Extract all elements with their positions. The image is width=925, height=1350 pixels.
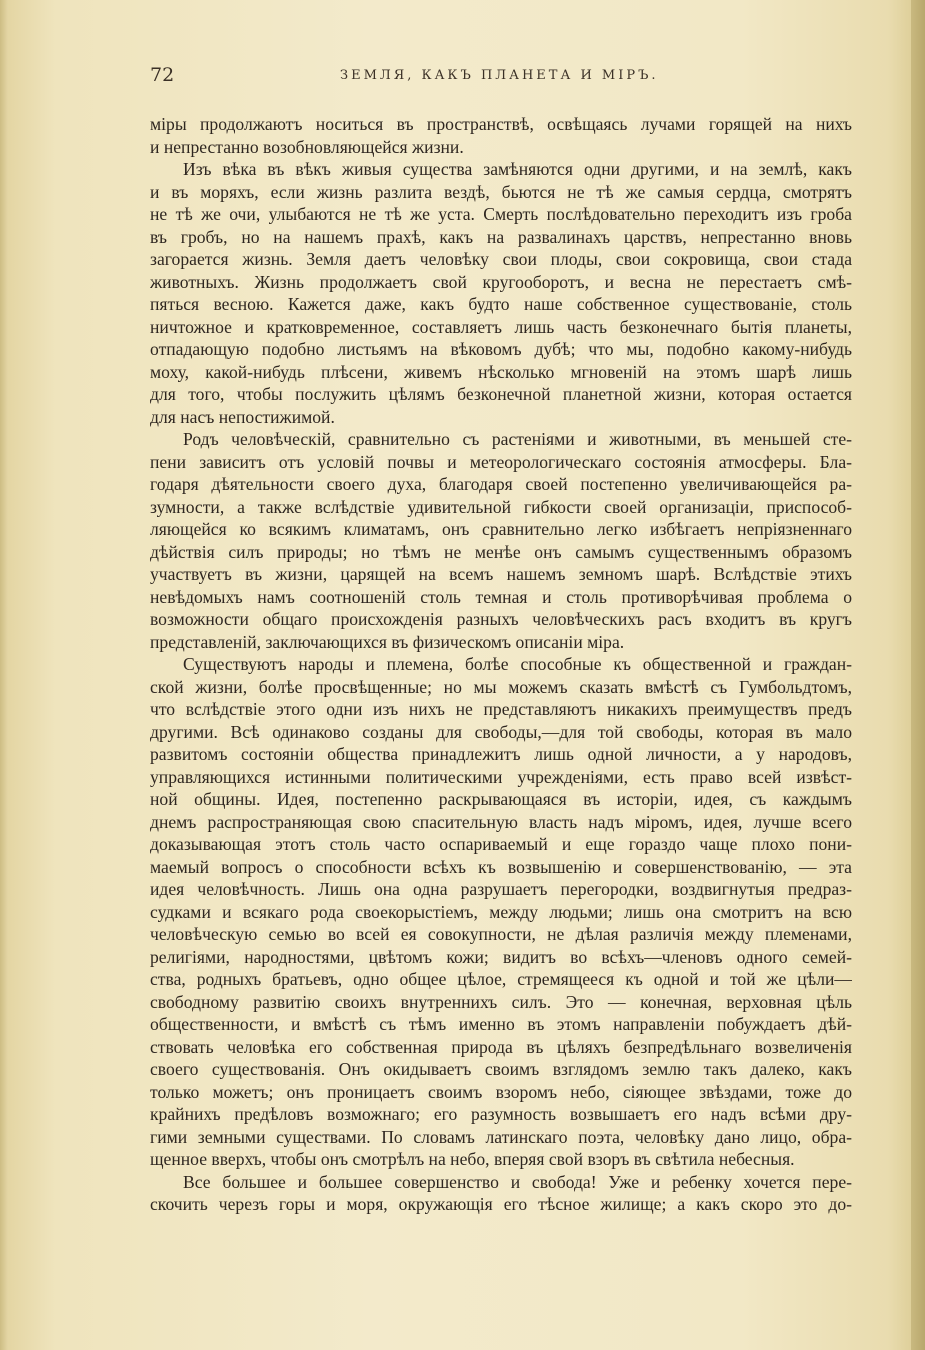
text-line: Изъ вѣка въ вѣкъ живыя существа замѣняются одни другими, и на землѣ, какъ: [183, 159, 852, 179]
text-line: невѣдомыхъ намъ соотношеній столь темная и столь противорѣчивая проблема о: [150, 586, 852, 607]
page-number: 72: [150, 64, 175, 86]
text-line: для того, чтобы послужить цѣлямъ безконечной планетной жизни, которая остается: [150, 384, 852, 404]
text-line: и въ моряхъ, если жизнь разлита вездѣ, бьются не тѣ же самыя сердца, смотрятъ: [150, 181, 852, 202]
text-line: доказывающая этотъ столь часто оспариваемый и еще гораздо чаще плохо пони-: [150, 834, 852, 854]
text-line: Существуютъ народы и племена, болѣе способные къ общественной и граждан-: [183, 654, 852, 674]
body-text: [150, 113, 852, 1216]
text-line: возможности общаго происхожденія разныхъ человѣческихъ расъ входитъ въ кругъ: [150, 609, 852, 629]
text-line: животныхъ. Жизнь продолжаетъ свой кругооборотъ, и весна не перестаетъ смѣ-: [150, 271, 852, 292]
text-line: идея человѣчность. Лишь она одна разрушаетъ перегородки, воздвигнутыя предраз-: [150, 879, 852, 899]
text-line: для насъ непостижимой.: [150, 406, 335, 427]
text-line: маемый вопросъ о способности всѣхъ къ возвышенію и совершенствованію, — эта: [150, 856, 852, 877]
paragraph: [150, 428, 852, 653]
text-line: пяться весною. Кажется даже, какъ будто наше собственное существованіе, столь: [150, 294, 852, 314]
page-right-edge: [911, 0, 925, 1350]
text-line: ной общины. Идея, постепенно раскрывающаяся въ исторіи, идея, съ каждымъ: [150, 789, 852, 809]
paragraph: [150, 1171, 852, 1216]
text-line: дѣйствія силъ природы; но тѣмъ не менѣе онъ самымъ существеннымъ образомъ: [150, 541, 852, 562]
running-title: ЗЕМЛЯ, КАКЪ ПЛАНЕТА И МІРЪ.: [340, 68, 659, 83]
text-line: Родъ человѣческій, сравнительно съ растеніями и животными, въ меньшей сте-: [183, 429, 852, 449]
text-line: міры продолжаютъ носиться въ пространствѣ, освѣщаясь лучами горящей на нихъ: [150, 114, 852, 134]
text-line: судками и всякаго рода своекорыстіемъ, между людьми; лишь она смотритъ на всю: [150, 901, 852, 922]
text-line: не тѣ же очи, улыбаются не тѣ же уста. Смерть послѣдовательно переходитъ изъ гроба: [150, 204, 852, 224]
text-line: пени зависитъ отъ условій почвы и метеорологическаго состоянія атмосферы. Бла-: [150, 451, 852, 472]
text-line: ской жизни, болѣе просвѣщенные; но мы можемъ сказать вмѣстѣ съ Гумбольдтомъ,: [150, 676, 852, 697]
text-line: свободному развитію своихъ внутреннихъ силъ. Это — конечная, верховная цѣль: [150, 991, 852, 1012]
text-line: другими. Всѣ одинаково созданы для свободы,—для той свободы, которая въ мало: [150, 721, 852, 742]
text-line: днемъ распространяющая свою спасительную власть надъ міромъ, идея, лучше всего: [150, 811, 852, 832]
text-line: управляющихся истинными политическими учрежденіями, есть право всей извѣст-: [150, 766, 852, 787]
text-line: ства, родныхъ братьевъ, одно общее цѣлое, стремящееся къ одной и той же цѣли—: [150, 969, 852, 989]
text-line: представленій, заключающихся въ физическомъ описаніи міра.: [150, 631, 625, 652]
text-line: моху, какой-нибудь плѣсени, живемъ нѣсколько мгновеній на этомъ шарѣ лишь: [150, 361, 852, 382]
text-line: ствовать человѣка его собственная природа въ цѣляхъ безпредѣльнаго возвеличенія: [150, 1036, 852, 1057]
text-line: годаря дѣятельности своего духа, благодаря своей постепенно увеличивающейся ра-: [150, 474, 852, 494]
paragraph: [150, 113, 852, 158]
text-line: щенное вверхъ, чтобы онъ смотрѣлъ на небо, вперяя свой взоръ въ свѣтила небесныя.: [150, 1149, 795, 1169]
text-line: скочить черезъ горы и моря, окружающія его тѣсное жилище; а какъ скоро это до-: [150, 1194, 852, 1214]
text-line: только можетъ; онъ проницаетъ своимъ взоромъ небо, сіяющее звѣздами, тоже до: [150, 1081, 852, 1102]
text-line: зумности, а также вслѣдствіе удивительной гибкости своей организаціи, приспособ-: [150, 496, 852, 517]
text-line: что вслѣдствіе этого одни изъ нихъ не представляютъ никакихъ преимуществъ предъ: [150, 699, 852, 719]
text-line: человѣческую семью во всей ея совокупности, не дѣлая различія между племенами,: [150, 924, 852, 944]
page-left-edge: [0, 0, 8, 1350]
text-line: своего существованія. Онъ окидываетъ своимъ взглядомъ землю такъ далеко, какъ: [150, 1059, 852, 1079]
text-line: загорается жизнь. Земля даетъ человѣку свои плоды, свои сокровища, свои стада: [150, 249, 852, 269]
paragraph: [150, 653, 852, 1171]
text-line: развитомъ состояніи общества принадлежитъ лишь одной личности, а у народовъ,: [150, 744, 852, 764]
text-line: Все большее и большее совершенство и свобода! Уже и ребенку хочется пере-: [183, 1171, 852, 1192]
text-line: крайнихъ предѣловъ возможнаго; его разумность возвышаетъ его надъ всѣми дру-: [150, 1104, 852, 1124]
text-line: въ гробъ, но на нашемъ прахѣ, какъ на развалинахъ царствъ, непрестанно вновь: [150, 226, 852, 247]
text-line: гими земными существами. По словамъ латинскаго поэта, человѣку дано лицо, обра-: [150, 1126, 852, 1147]
text-line: ничтожное и кратковременное, составляетъ лишь часть безконечнаго бытія планеты,: [150, 316, 852, 337]
text-line: ляющейся ко всякимъ климатамъ, онъ сравнительно легко избѣгаетъ непріязненнаго: [150, 519, 852, 539]
text-line: религіями, народностями, цвѣтомъ кожи; видитъ во всѣхъ—членовъ одного семей-: [150, 946, 852, 967]
page-header: [150, 64, 850, 90]
text-line: общественности, и вмѣстѣ съ тѣмъ именно въ этомъ направленіи побуждаетъ дѣй-: [150, 1014, 852, 1034]
text-line: отпадающую подобно листьямъ на вѣковомъ дубѣ; что мы, подобно какому-нибудь: [150, 339, 852, 359]
text-line: участвуетъ въ жизни, царящей на всемъ нашемъ земномъ шарѣ. Вслѣдствіе этихъ: [150, 564, 852, 584]
text-line: и непрестанно возобновляющейся жизни.: [150, 136, 464, 157]
paragraph: [150, 158, 852, 428]
